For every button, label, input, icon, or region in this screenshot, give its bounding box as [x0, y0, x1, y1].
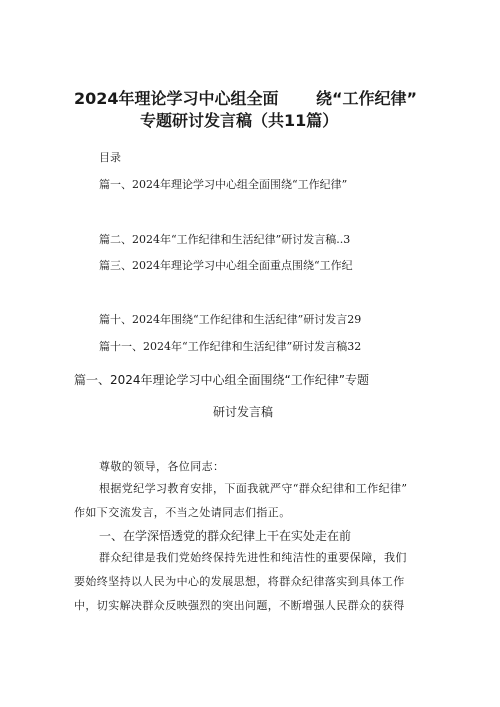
- toc-item[interactable]: 篇十一、2024年“工作纪律和生活纪律”研讨发言稿32: [99, 340, 362, 353]
- doc-title-line1-part2: 绕“工作纪律”: [316, 89, 418, 108]
- paragraph-line: 群众纪律是我们党始终保持先进性和纯洁性的重要保障，我们: [99, 551, 407, 564]
- toc-heading: 目录: [99, 151, 121, 164]
- toc-item[interactable]: 篇十、2024年围绕“工作纪律和生活纪律”研讨发言29: [99, 313, 362, 326]
- intro-line: 根据党纪学习教育安排，下面我就严守“群众纪律和工作纪律”: [99, 482, 408, 495]
- doc-title-line1-part1: 2024年理论学习中心组全面: [74, 89, 279, 108]
- toc-item[interactable]: 篇一、2024年理论学习中心组全面围绕“工作纪律”: [99, 178, 348, 191]
- section-heading-line1: 篇一、2024年理论学习中心组全面围绕“工作纪律”专题: [74, 373, 369, 387]
- salutation: 尊敬的领导，各位同志：: [99, 460, 225, 473]
- doc-title-line2: 专题研讨发言稿（共11篇）: [140, 111, 339, 130]
- subheading: 一、在学深悟透党的群众纪律上干在实处走在前: [99, 529, 352, 543]
- toc-item[interactable]: 篇三、2024年理论学习中心组全面重点围绕“工作纪: [99, 259, 353, 272]
- section-heading-line2: 研讨发言稿: [213, 405, 274, 419]
- paragraph-line: 中，切实解决群众反映强烈的突出问题，不断增强人民群众的获得: [74, 599, 405, 612]
- paragraph-line: 要始终坚持以人民为中心的发展思想，将群众纪律落实到具体工作: [74, 575, 405, 588]
- intro-line: 作如下交流发言，不当之处请同志们指正。: [74, 506, 291, 519]
- toc-item[interactable]: 篇二、2024年“工作纪律和生活纪律”研讨发言稿..3: [99, 233, 351, 246]
